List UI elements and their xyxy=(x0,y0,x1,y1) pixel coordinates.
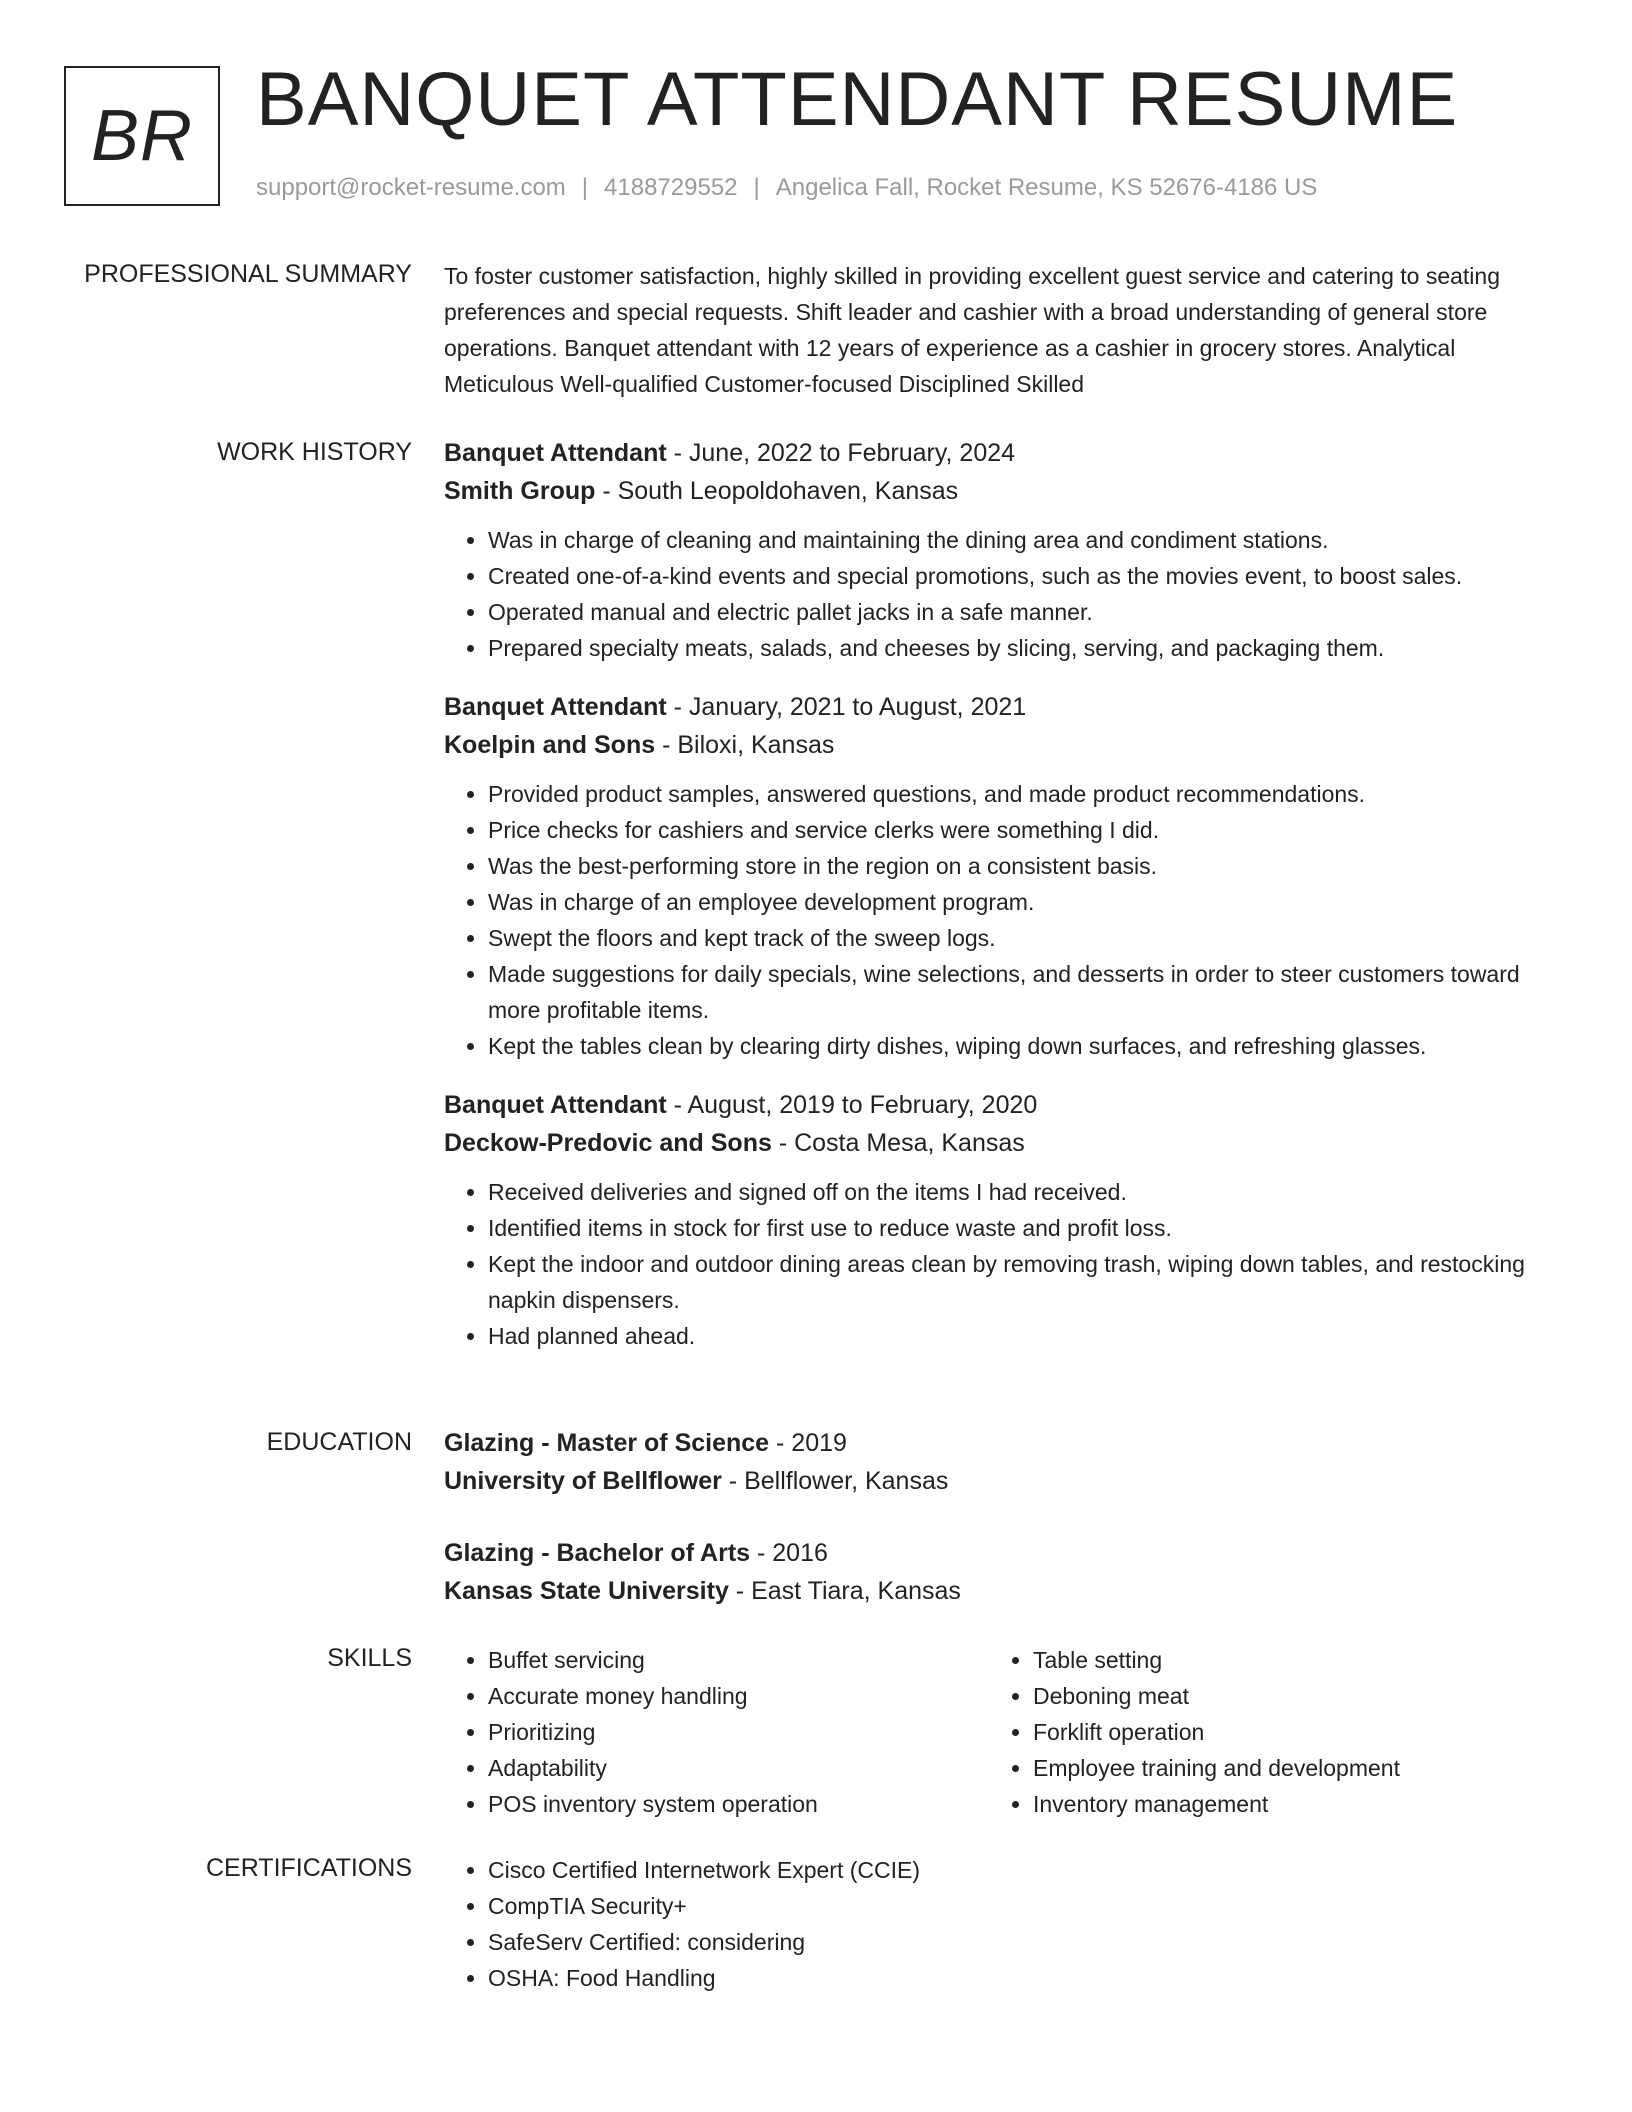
job-title: Banquet Attendant xyxy=(444,693,667,721)
section-label-skills: SKILLS xyxy=(327,1644,412,1672)
job-bullet: • Operated manual and electric pallet jacks in a safe manner. xyxy=(488,594,1534,630)
job-title: Banquet Attendant xyxy=(444,1091,667,1119)
contact-phone[interactable]: 4188729552 xyxy=(604,174,738,201)
job-bullets xyxy=(444,776,1534,1064)
job-bullet: • Kept the indoor and outdoor dining areas clean by removing trash, wiping down tables, and restocking napkin dispensers. xyxy=(488,1246,1534,1318)
school-name: Kansas State University xyxy=(444,1577,729,1605)
contact-line xyxy=(256,174,1317,202)
education-body xyxy=(444,1424,1534,1644)
resume-title: BANQUET ATTENDANT RESUME xyxy=(256,57,1459,142)
skill-item: • Employee training and development xyxy=(1033,1750,1534,1786)
job-bullet: • Kept the tables clean by clearing dirty dishes, wiping down surfaces, and refreshing glasses. xyxy=(488,1028,1534,1064)
certification-item: • OSHA: Food Handling xyxy=(488,1960,1534,1996)
job-bullet: • Had planned ahead. xyxy=(488,1318,1534,1354)
skill-item: • Prioritizing xyxy=(488,1714,989,1750)
contact-address: Angelica Fall, Rocket Resume, KS 52676-4186 US xyxy=(775,174,1318,201)
school-location: - Bellflower, Kansas xyxy=(721,1467,949,1495)
education-entry xyxy=(444,1534,1534,1610)
job-company-line xyxy=(444,726,1534,764)
certifications-body xyxy=(444,1852,1534,1996)
jobs-list xyxy=(444,434,1534,1354)
job-bullet: • Received deliveries and signed off on the items I had received. xyxy=(488,1174,1534,1210)
certification-item: • CompTIA Security+ xyxy=(488,1888,1534,1924)
skill-item: • Inventory management xyxy=(1033,1786,1534,1822)
job-dates: - January, 2021 to August, 2021 xyxy=(666,693,1027,721)
job-entry xyxy=(444,434,1534,666)
work-history-body xyxy=(444,434,1534,1376)
job-dates: - August, 2019 to February, 2020 xyxy=(666,1091,1038,1119)
job-dates: - June, 2022 to February, 2024 xyxy=(666,439,1016,467)
skills-body xyxy=(444,1642,1534,1822)
job-bullet: • Made suggestions for daily specials, wine selections, and desserts in order to steer customers toward more profitable items. xyxy=(488,956,1534,1028)
skill-item: • Forklift operation xyxy=(1033,1714,1534,1750)
section-label-summary: PROFESSIONAL SUMMARY xyxy=(84,260,412,288)
job-title-line xyxy=(444,434,1534,472)
skill-item: • Table setting xyxy=(1033,1642,1534,1678)
skill-item: • POS inventory system operation xyxy=(488,1786,989,1822)
contact-separator: | xyxy=(581,174,589,201)
education-entry xyxy=(444,1424,1534,1500)
job-company: Smith Group xyxy=(444,477,596,505)
summary-body xyxy=(444,258,1534,402)
job-location: - South Leopoldohaven, Kansas xyxy=(595,477,959,505)
job-company-line xyxy=(444,1124,1534,1162)
section-label-work: WORK HISTORY xyxy=(217,438,412,466)
degree-line xyxy=(444,1424,1534,1462)
degree-line xyxy=(444,1534,1534,1572)
degree-name: Glazing - Bachelor of Arts xyxy=(444,1539,751,1567)
job-location: - Biloxi, Kansas xyxy=(655,731,835,759)
job-bullet: • Prepared specialty meats, salads, and cheeses by slicing, serving, and packaging them. xyxy=(488,630,1534,666)
skill-item: • Deboning meat xyxy=(1033,1678,1534,1714)
school-line xyxy=(444,1462,1534,1500)
job-title: Banquet Attendant xyxy=(444,439,667,467)
skills-list-right xyxy=(989,1642,1534,1822)
job-bullet: • Provided product samples, answered questions, and made product recommendations. xyxy=(488,776,1534,812)
skill-item: • Accurate money handling xyxy=(488,1678,989,1714)
monogram-logo: BR xyxy=(64,66,220,206)
education-list xyxy=(444,1424,1534,1610)
degree-name: Glazing - Master of Science xyxy=(444,1429,770,1457)
job-bullet: • Identified items in stock for first use to reduce waste and profit loss. xyxy=(488,1210,1534,1246)
contact-email[interactable]: support@rocket-resume.com xyxy=(256,174,566,201)
job-title-line xyxy=(444,688,1534,726)
job-bullet: • Created one-of-a-kind events and special promotions, such as the movies event, to boost sales. xyxy=(488,558,1534,594)
section-label-education: EDUCATION xyxy=(266,1428,412,1456)
job-entry xyxy=(444,1086,1534,1354)
degree-year: - 2016 xyxy=(750,1539,828,1567)
job-location: - Costa Mesa, Kansas xyxy=(771,1129,1025,1157)
job-company-line xyxy=(444,472,1534,510)
job-bullets xyxy=(444,1174,1534,1354)
job-bullet: • Was in charge of cleaning and maintaining the dining area and condiment stations. xyxy=(488,522,1534,558)
certification-item: • SafeServ Certified: considering xyxy=(488,1924,1534,1960)
job-title-line xyxy=(444,1086,1534,1124)
job-company: Koelpin and Sons xyxy=(444,731,656,759)
contact-separator: | xyxy=(753,174,760,201)
job-company: Deckow-Predovic and Sons xyxy=(444,1129,772,1157)
degree-year: - 2019 xyxy=(769,1429,847,1457)
job-bullets xyxy=(444,522,1534,666)
school-location: - East Tiara, Kansas xyxy=(728,1577,961,1605)
section-label-certifications: CERTIFICATIONS xyxy=(205,1854,412,1882)
summary-text: To foster customer satisfaction, highly skilled in providing excellent guest service and catering to seating preferences and special requests. Shift leader and cashier with a broad understanding of general store operations. Banquet attendant with 12 years of experience as a cashier in grocery stores. Analytical Meticulous Well-qualified Customer-focused Disciplined Skilled xyxy=(444,263,1500,397)
skill-item: • Adaptability xyxy=(488,1750,989,1786)
school-name: University of Bellflower xyxy=(444,1467,722,1495)
skill-item: • Buffet servicing xyxy=(488,1642,989,1678)
job-bullet: • Was the best-performing store in the region on a consistent basis. xyxy=(488,848,1534,884)
skills-list-left xyxy=(444,1642,989,1822)
job-bullet: • Was in charge of an employee development program. xyxy=(488,884,1534,920)
school-line xyxy=(444,1572,1534,1610)
certifications-list xyxy=(444,1852,1534,1996)
job-bullet: • Swept the floors and kept track of the sweep logs. xyxy=(488,920,1534,956)
skills-columns xyxy=(444,1642,1534,1822)
job-bullet: • Price checks for cashiers and service clerks were something I did. xyxy=(488,812,1534,848)
job-entry xyxy=(444,688,1534,1064)
certification-item: • Cisco Certified Internetwork Expert (CCIE) xyxy=(488,1852,1534,1888)
